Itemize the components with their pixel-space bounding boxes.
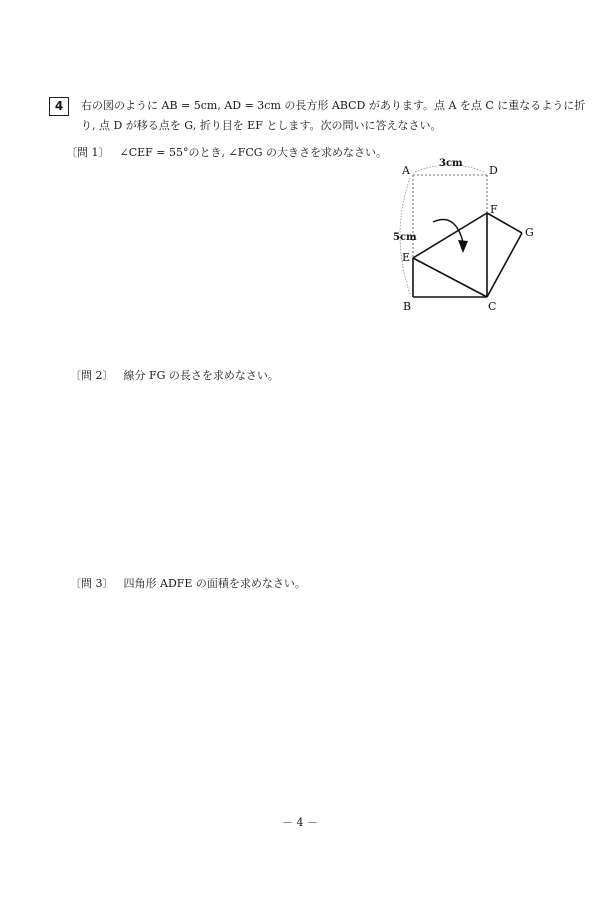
edge-GC <box>487 233 522 297</box>
intro-line-1: 右の図のように AB = 5cm, AD = 3cm の長方形 ABCD があります。点 A を点 C に重なるように折 <box>81 99 586 112</box>
label-D: D <box>489 164 498 177</box>
fold-arrow <box>433 220 463 243</box>
height-label: 5cm <box>393 232 417 243</box>
label-E: E <box>402 251 411 264</box>
width-label: 3cm <box>439 158 463 169</box>
problem-number: 4 <box>49 97 69 116</box>
question-2-tag: 〔問 2〕 <box>70 369 114 382</box>
fold-arrow-head <box>458 240 468 253</box>
label-A: A <box>402 164 410 177</box>
label-B: B <box>403 300 412 313</box>
fold-line-EF <box>413 213 487 258</box>
question-3-text: 四角形 ADFE の面積を求めなさい。 <box>123 577 306 590</box>
intro-line-2: り, 点 D が移る点を G, 折り目を EF とします。次の問いに答えなさい。 <box>81 119 442 132</box>
question-1-text: ∠CEF = 55°のとき, ∠FCG の大きさを求めなさい。 <box>119 146 388 159</box>
label-C: C <box>488 300 497 313</box>
question-3 <box>70 577 306 591</box>
problem-intro <box>81 96 586 136</box>
edge-FG <box>487 213 522 233</box>
question-3-tag: 〔問 3〕 <box>70 577 114 590</box>
label-G: G <box>525 226 534 239</box>
question-2 <box>70 369 279 383</box>
label-F: F <box>490 203 498 216</box>
folded-rectangle-figure <box>385 150 555 320</box>
question-1-tag: 〔問 1〕 <box>66 146 110 159</box>
question-1 <box>66 146 387 160</box>
page-number: － 4 － <box>282 816 318 829</box>
edge-EC <box>413 258 487 297</box>
question-2-text: 線分 FG の長さを求めなさい。 <box>123 369 279 382</box>
